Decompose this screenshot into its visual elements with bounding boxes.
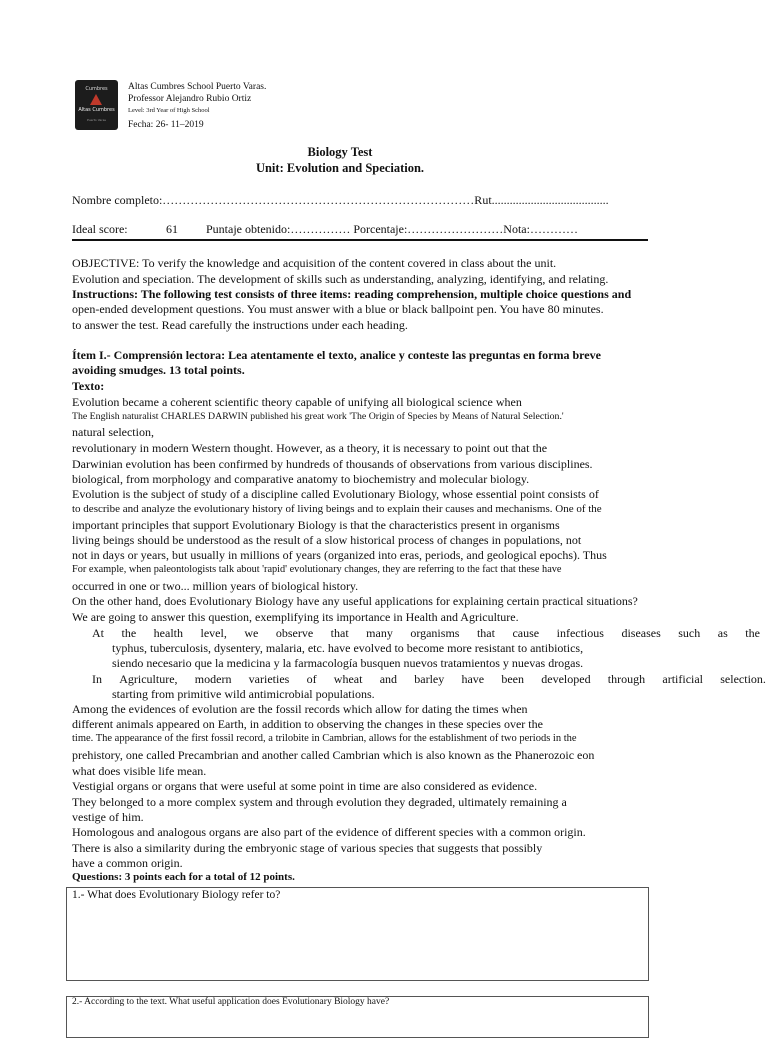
texto-label: Texto: — [72, 379, 105, 393]
agriculture-word: developed — [541, 672, 591, 686]
bullet-agriculture-line-2: starting from primitive wild antimicrobial populations. — [112, 687, 375, 701]
text-line-8: to describe and analyze the evolutionary history of living beings and to explain their causes and mechanisms. One of the — [72, 503, 602, 515]
text-line-2: The English naturalist CHARLES DARWIN published his great work 'The Origin of Species by Means of Natural Selection.' — [72, 411, 564, 422]
text-line-9: important principles that support Evolutionary Biology is that the characteristics present in organisms — [72, 518, 560, 532]
health-word: that — [476, 626, 495, 640]
answer-box-1[interactable] — [66, 887, 649, 981]
questions-header: Questions: 3 points each for a total of 12 points. — [72, 871, 295, 883]
health-word: infectious — [556, 626, 604, 640]
level: Level: 3rd Year of High School — [128, 107, 210, 114]
score-fields[interactable]: Puntaje obtenido:…………… Porcentaje:……………………Nota:………… — [206, 222, 578, 236]
name-field[interactable]: Nombre completo:……………………………………………………………………Rut....................................... — [72, 193, 609, 207]
health-word: the — [745, 626, 760, 640]
mountain-icon — [90, 94, 102, 105]
text-line-17: different animals appeared on Earth, in addition to observing the changes in these species over the — [72, 717, 543, 731]
objective-line-1: OBJECTIVE: To verify the knowledge and acquisition of the content covered in class about the unit. — [72, 256, 557, 270]
objective-line-2: Evolution and speciation. The development of skills such as understanding, analyzing, identifying, and relating. — [72, 272, 609, 286]
health-word: level, — [200, 626, 227, 640]
health-word: many — [366, 626, 393, 640]
health-word: that — [330, 626, 349, 640]
agriculture-word: through — [607, 672, 646, 686]
text-line-20: what does visible life mean. — [72, 764, 207, 778]
text-line-12: For example, when paleontologists talk about 'rapid' evolutionary changes, they are referring to the fact that these have — [72, 564, 562, 575]
instructions-line-3: to answer the test. Read carefully the instructions under each heading. — [72, 318, 408, 332]
agriculture-word: artificial — [662, 672, 704, 686]
instructions-line-2: open-ended development questions. You must answer with a blue or black ballpoint pen. You have 80 minutes. — [72, 302, 604, 316]
professor-name: Professor Alejandro Rubio Ortiz — [128, 94, 252, 104]
text-line-11: not in days or years, but usually in millions of years (organized into eras, periods, and geological epochs). Thus — [72, 548, 607, 562]
text-line-26: have a common origin. — [72, 856, 183, 870]
text-line-7: Evolution is the subject of study of a discipline called Evolutionary Biology, whose essential point consists of — [72, 487, 599, 501]
health-word: At — [92, 626, 104, 640]
bullet-agriculture-line-1 — [92, 672, 766, 687]
text-line-6: biological, from morphology and comparative anatomy to biochemistry and molecular biology. — [72, 472, 530, 486]
text-line-15: We are going to answer this question, exemplifying its importance in Health and Agriculture. — [72, 610, 519, 624]
text-line-4: revolutionary in modern Western thought. However, as a theory, it is necessary to point out that the — [72, 441, 548, 455]
logo-text-middle: Altas Cumbres — [78, 107, 115, 113]
text-line-10: living beings should be understood as the result of a slow historical process of changes in populations, not — [72, 533, 582, 547]
instructions-line-1: Instructions: The following test consists of three items: reading comprehension, multiple choice questions and — [72, 287, 632, 301]
health-word: cause — [512, 626, 540, 640]
text-line-5: Darwinian evolution has been confirmed by hundreds of thousands of observations from various disciplines. — [72, 457, 593, 471]
logo-text-top: Cumbres — [85, 86, 108, 92]
agriculture-word: barley — [414, 672, 445, 686]
ideal-score-label: Ideal score: — [72, 222, 128, 236]
text-line-14: On the other hand, does Evolutionary Biology have any useful applications for explaining certain practical situations? — [72, 594, 638, 608]
health-word: such — [678, 626, 701, 640]
test-title: Biology Test — [307, 145, 373, 159]
agriculture-word: In — [92, 672, 102, 686]
agriculture-word: of — [306, 672, 317, 686]
health-word: we — [244, 626, 259, 640]
bullet-health-line-3: siendo necesario que la medicina y la farmacología busquen nuevos tratamientos y nuevas drogas. — [112, 656, 584, 670]
health-word: health — [153, 626, 183, 640]
health-word: observe — [275, 626, 314, 640]
text-line-18: time. The appearance of the first fossil record, a trilobite in Cambrian, allows for the establishment of two periods in the — [72, 733, 577, 744]
unit-title: Unit: Evolution and Speciation. — [255, 161, 425, 175]
ideal-score-value: 61 — [166, 222, 178, 236]
health-word: diseases — [621, 626, 661, 640]
bullet-health-line-1 — [92, 626, 760, 641]
agriculture-word: and — [379, 672, 398, 686]
health-word: organisms — [410, 626, 460, 640]
date: Fecha: 26- 11–2019 — [128, 120, 204, 130]
text-line-16: Among the evidences of evolution are the fossil records which allow for dating the times when — [72, 702, 528, 716]
agriculture-word: Agriculture, — [119, 672, 178, 686]
text-line-22: They belonged to a more complex system and through evolution they degraded, ultimately remaining a — [72, 795, 567, 809]
question-1: 1.- What does Evolutionary Biology refer to? — [72, 889, 281, 901]
agriculture-word: selection. — [720, 672, 766, 686]
logo-text-bottom: Puerto Varas — [87, 118, 106, 122]
bullet-health-line-2: typhus, tuberculosis, dysentery, malaria, etc. have evolved to become more resistant to antibiotics, — [112, 641, 584, 655]
text-line-25: There is also a similarity during the embryonic stage of various species that suggests that possibly — [72, 841, 543, 855]
agriculture-word: wheat — [333, 672, 363, 686]
text-line-24: Homologous and analogous organs are also part of the evidence of different species with a common origin. — [72, 825, 586, 839]
text-line-19: prehistory, one called Precambrian and another called Cambrian which is also known as the Phanerozoic eon — [72, 748, 595, 762]
school-logo — [75, 80, 118, 130]
text-line-23: vestige of him. — [72, 810, 144, 824]
agriculture-word: modern — [194, 672, 232, 686]
item1-heading-1: Ítem I.- Comprensión lectora: Lea atentamente el texto, analice y conteste las preguntas en forma breve — [72, 348, 601, 362]
text-line-21: Vestigial organs or organs that were useful at some point in time are also considered as evidence. — [72, 779, 538, 793]
school-name: Altas Cumbres School Puerto Varas. — [128, 82, 267, 92]
agriculture-word: have — [461, 672, 485, 686]
health-word: the — [121, 626, 137, 640]
item1-heading-2: avoiding smudges. 13 total points. — [72, 363, 245, 377]
agriculture-word: been — [501, 672, 525, 686]
health-word: as — [717, 626, 728, 640]
agriculture-word: varieties — [248, 672, 290, 686]
text-line-3: natural selection, — [72, 425, 154, 439]
text-line-1: Evolution became a coherent scientific theory capable of unifying all biological science when — [72, 395, 522, 409]
text-line-13: occurred in one or two... million years of biological history. — [72, 579, 359, 593]
header-divider — [72, 239, 648, 241]
question-2: 2.- According to the text. What useful application does Evolutionary Biology have? — [72, 997, 390, 1007]
